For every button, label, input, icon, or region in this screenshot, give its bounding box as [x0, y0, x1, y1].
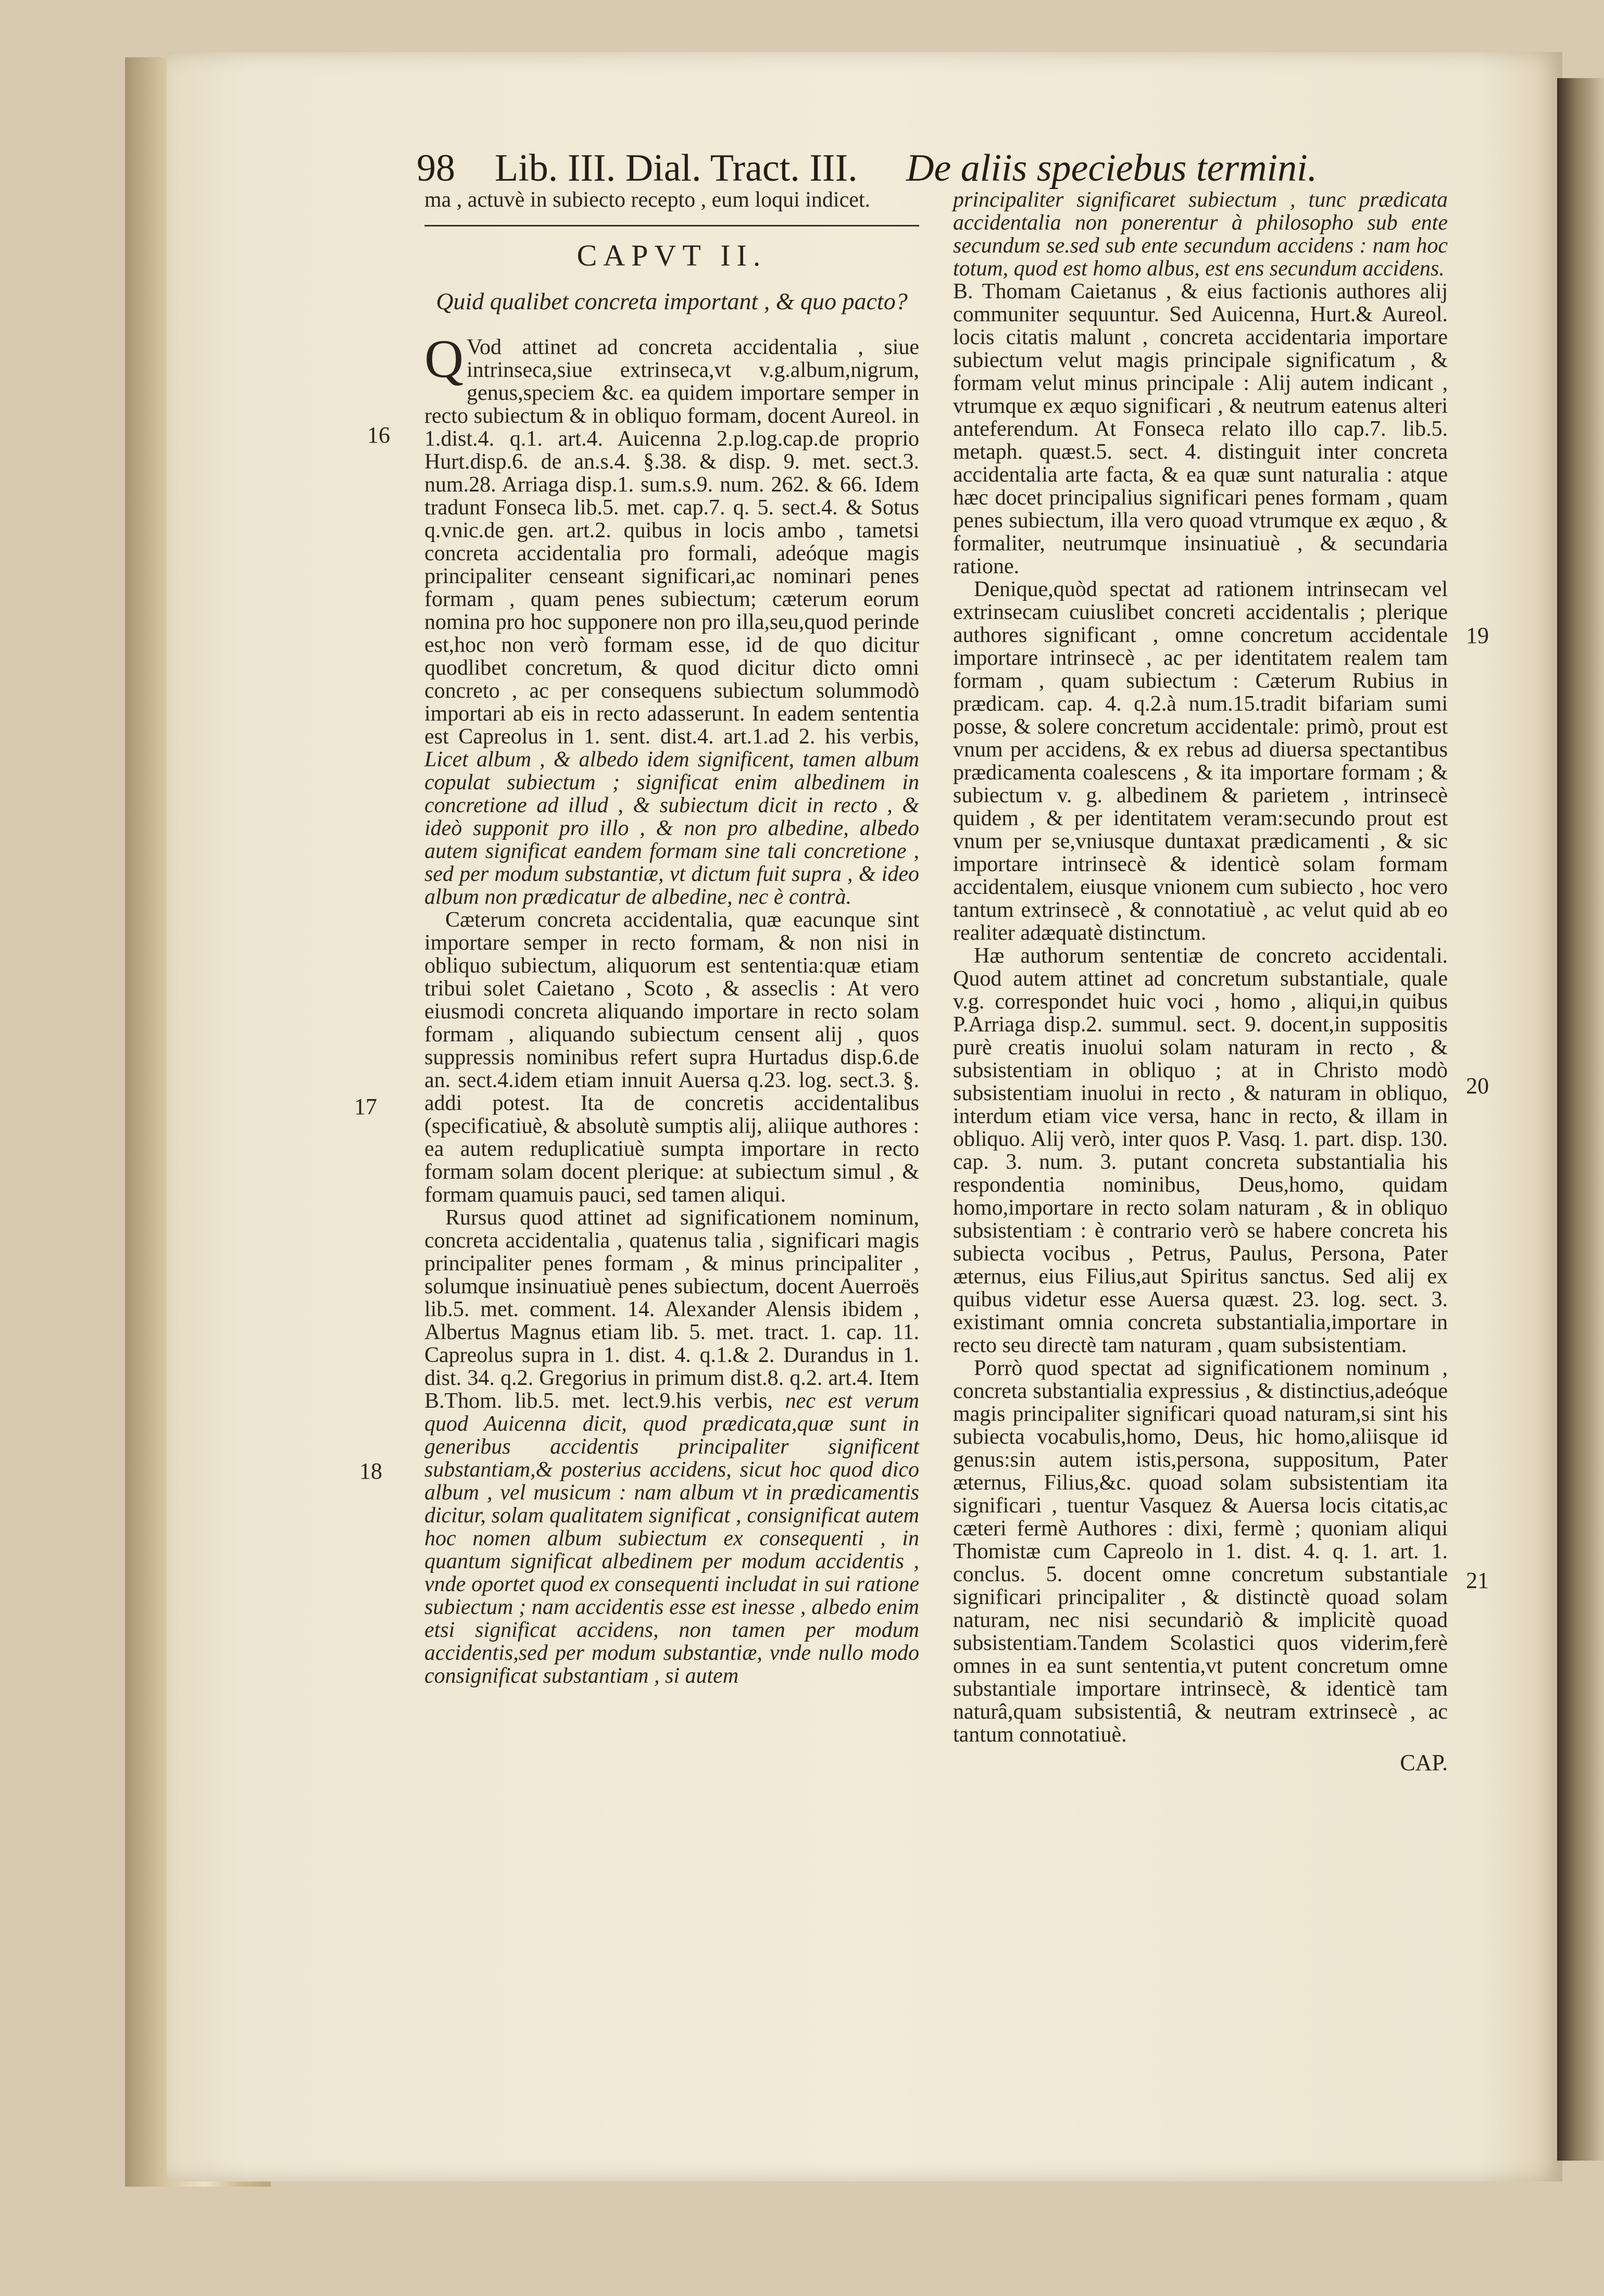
- margin-number-17: 17: [354, 1094, 377, 1119]
- chapter-question: Quid qualibet concreta important , & quo pacto?: [436, 288, 908, 314]
- paragraph-18-text: Rursus quod attinet ad significationem nominum, concreta accidentalia , quatenus talia , significari magis principaliter penes formam , & minus principaliter , solumque insinuatiuè penes subiectum, docent Auerroës lib.5. met. comment. 14. Alexander Alensis ibidem , Albertus Magnus etiam lib. 5. met. tract. 1. cap. 11. Capreolus supra in 1. dist. 4. q.1.& 2. Durandus in 1. dist. 34. q.2. Gregorius in primum dist.8. q.2. art.4. Item B.Thom. lib.5. met. lect.9.his verbis,: [424, 1206, 919, 1413]
- catchword: CAP.: [1400, 1750, 1448, 1775]
- margin-number-21: 21: [1466, 1568, 1489, 1593]
- margin-number-16: 16: [367, 422, 390, 448]
- paragraph-16-quote: Licet album , & albedo idem significent, tamen album copulat subiectum ; significat enim albedinem in concretione ad illud , & subiectum dicit in recto , & ideò supponit pro illo , & non pro albedine, albedo autem significat eandem formam sine tali concretione , sed per modum substantiæ, vt dictum fuit supra , & ideo album non prædicatur de albedine, nec è contrà.: [424, 748, 919, 909]
- paragraph-18-quote: nec est verum quod Auicenna dicit, quod prædicata,quæ sunt in generibus accidentis principaliter significent substantiam,& posterius accidens, sicut hoc quod dico album , vel musicum : nam album vt in prædicamentis dicitur, solam qualitatem significat , consignificat autem hoc nomen album subiectum ex consequenti , in quantum significat albedinem per modum accidentis , vnde oportet quod ex consequenti includat in sui ratione subiectum ; nam accidentis esse est inesse , albedo enim etsi significat accidens, non tamen per modum accidentis,sed per modum substantiæ, vnde nullo modo consignificat substantiam , si autem: [424, 1389, 920, 1688]
- margin-number-18: 18: [359, 1458, 382, 1484]
- paragraph-21: Porrò quod spectat ad significationem nominum , concreta substantialia expressius , & distinctius,adeóque magis principaliter significari quoad naturam,si sint his subiecta vocabulis,homo, Deus, hic homo,aliisque id genus:sin autem istis,persona, suppositum, Pater æternus, Filius,&c. quoad solam subsistentiam ita significari , tuentur Vasquez & Auersa locis citatis,ac cæteri fermè Authores : dixi, fermè ; quoniam aliqui Thomistæ cum Capreolo in 1. dist. 4. q. 1. art. 1. conclus. 5. docent omne concretum substantiale significari principaliter , & distinctè quoad solam naturam, nec nisi secundariò & implicitè quoad subsistentiam.Tandem Scolastici quos viderim,ferè omnes in ea sunt sententia,vt putent concretum omne substantiale importare intrinsecè, & identicè tam naturâ,quam subsistentiâ, & neutram extrinsecè , ac tantum connotatiuè.: [953, 1356, 1448, 1747]
- page-number: 98: [417, 147, 455, 190]
- paragraph-19: Denique,quòd spectat ad rationem intrinsecam vel extrinsecam cuiuslibet concreti accidentalis ; plerique authores significant , omne concretum accidentale importare intrinsecè , ac per identitatem realem tam formam , quam subiectum : Cæterum Rubius in prædicam. cap. 4. q.2.à num.15.tradit bifariam sumi posse, & solere concretum accidentale: primò, prout est vnum per accidens, & ex rebus ad diuersa spectantibus prædicamenta coalescens , & ita importare formam ; & subiectum v. g. albedinem & parietem , intrinsecè quidem , & per identitatem veram:secundo prout est vnum per se,vniusque duntaxat prædicamenti , & sic importare intrinsecè & identicè solam formam accidentalem, eiusque vnionem cum subiecto , hoc vero tantum extrinsecè , & connotatiuè , ac velut quid ab eo realiter adæquatè distinctum.: [953, 577, 1448, 945]
- header-title: Lib. III. Dial. Tract. III.: [495, 147, 858, 190]
- paragraph-18: [424, 1206, 919, 1687]
- header-title-italic: De aliis speciebus termini.: [906, 147, 1318, 190]
- margin-number-19: 19: [1466, 623, 1489, 648]
- right-column: [953, 188, 1448, 1776]
- continued-paragraph: B. Thomam Caietanus , & eius factionis authores alij communiter sequuntur. Sed Auicenna, Hurt.& Aureol. locis citatis malunt , concreta accidentaria importare subiectum velut magis principale significatum , & formam velut minus principale : Alij autem indicant , vtrumque ex æquo significari , & neutrum eatenus alteri anteferendum. At Fonseca relato illo cap.7. lib.5. metaph. quæst.5. sect. 4. distinguit inter concreta accidentalia arte facta, & ea quæ sunt naturalia : atque hæc docet principalius significari penes formam , quam penes subiectum, illa vero quoad vtrumque ex æquo , & formaliter, neutrumque insinuatiuè , & secundaria ratione.: [953, 280, 1448, 578]
- left-column: [424, 188, 919, 1687]
- facing-page-edge: [1557, 78, 1604, 2161]
- paragraph-16: [424, 329, 919, 909]
- paragraph-17: Cæterum concreta accidentalia, quæ eacunque sint importare semper in recto formam, & non nisi in obliquo subiectum, aliquorum est sententia:quæ etiam tribui solet Caietano , Scoto , & asseclis : At vero eiusmodi concreta aliquando importare in recto solam formam , aliquando subiectum censent alij , quos suppressis nominibus refert supra Hurtadus disp.6.de an. sect.4.idem etiam innuit Auersa q.23. log. sect.3. §. addi potest. Ita de concretis accidentalibus (specificatiuè, & absolutè sumptis alij, aliique authores : ea autem reduplicatiuè sumpta importare in recto formam solam docent plerique: at subiectum simul , & formam quamuis pauci, sed tamen aliqui.: [424, 908, 919, 1207]
- intro-text: ma , actuvè in subiecto recepto , eum loqui indicet.: [424, 188, 871, 212]
- paragraph-16-text: Vod attinet ad concreta accidentalia , siue intrinseca,siue extrinseca,vt v.g.album,nigrum, genus,speciem &c. ea quidem importare semper in recto subiectum & in obliquo formam, docent Aureol. in 1.dist.4. q.1. art.4. Auicenna 2.p.log.cap.de proprio Hurt.disp.6. de an.s.4. §.38. & disp. 9. met. sect.3. num.28. Arriaga disp.1. sum.s.9. num. 262. & 66. Idem tradunt Fonseca lib.5. met. cap.7. q. 5. sect.4. & Sotus q.vnic.de gen. art.2. quibus in locis ambo , tametsi concreta accidentalia pro formali, adeóque magis principaliter censeant significari,ac nominari penes formam , quam penes subiectum; cæterum eorum nomina pro hoc supponere non pro illa,seu,quod perinde est,hoc non verò formam esse, id de quo dicitur quodlibet concretum, & quod dicitur dicto omni concreto , ac per consequens subiectum solummodò importari ab eis in recto adasserunt. In eadem sententia est Capreolus in 1. sent. dist.4. art.1.ad 2. his verbis,: [424, 335, 919, 749]
- continued-quote: principaliter significaret subiectum , tunc prædicata accidentalia non ponerentur à philosopho sub ente secundum se.sed sub ente secundum accidens : nam hoc totum, quod est homo albus, est ens secundum accidens.: [953, 188, 1448, 281]
- margin-number-20: 20: [1466, 1073, 1489, 1099]
- section-rule: [424, 225, 919, 226]
- drop-cap: Q: [424, 329, 464, 389]
- paragraph-20: Hæ authorum sententiæ de concreto accidentali. Quod autem attinet ad concretum substantiale, quale v.g. correspondet huic voci , homo , aliqui,in quibus P.Arriaga disp.2. summul. sect. 9. docent,in suppositis purè creatis inuolui solam naturam in recto , & subsistentiam in obliquo ; at in Christo modò subsistentiam inuolui in recto , & naturam in obliquo, interdum etiam vice versa, hanc in recto, & illam in obliquo. Alij verò, inter quos P. Vasq. 1. part. disp. 130. cap. 3. num. 3. putant concreta substantialia his respondentia nominibus, Deus,homo, quidam homo,importare in recto solam naturam , & in obliquo subsistentiam : è contrario verò se habere concreta his subiecta vocibus , Petrus, Paulus, Persona, Pater æternus, eius Filius,aut Spiritus sanctus. Sed alij ex quibus videtur esse Auersa quæst. 23. log. sect. 3. existimant omnia concreta substantialia,importare in recto seu directè tam naturam , quam subsistentiam.: [953, 944, 1448, 1357]
- chapter-heading: CAPVT II.: [577, 238, 767, 272]
